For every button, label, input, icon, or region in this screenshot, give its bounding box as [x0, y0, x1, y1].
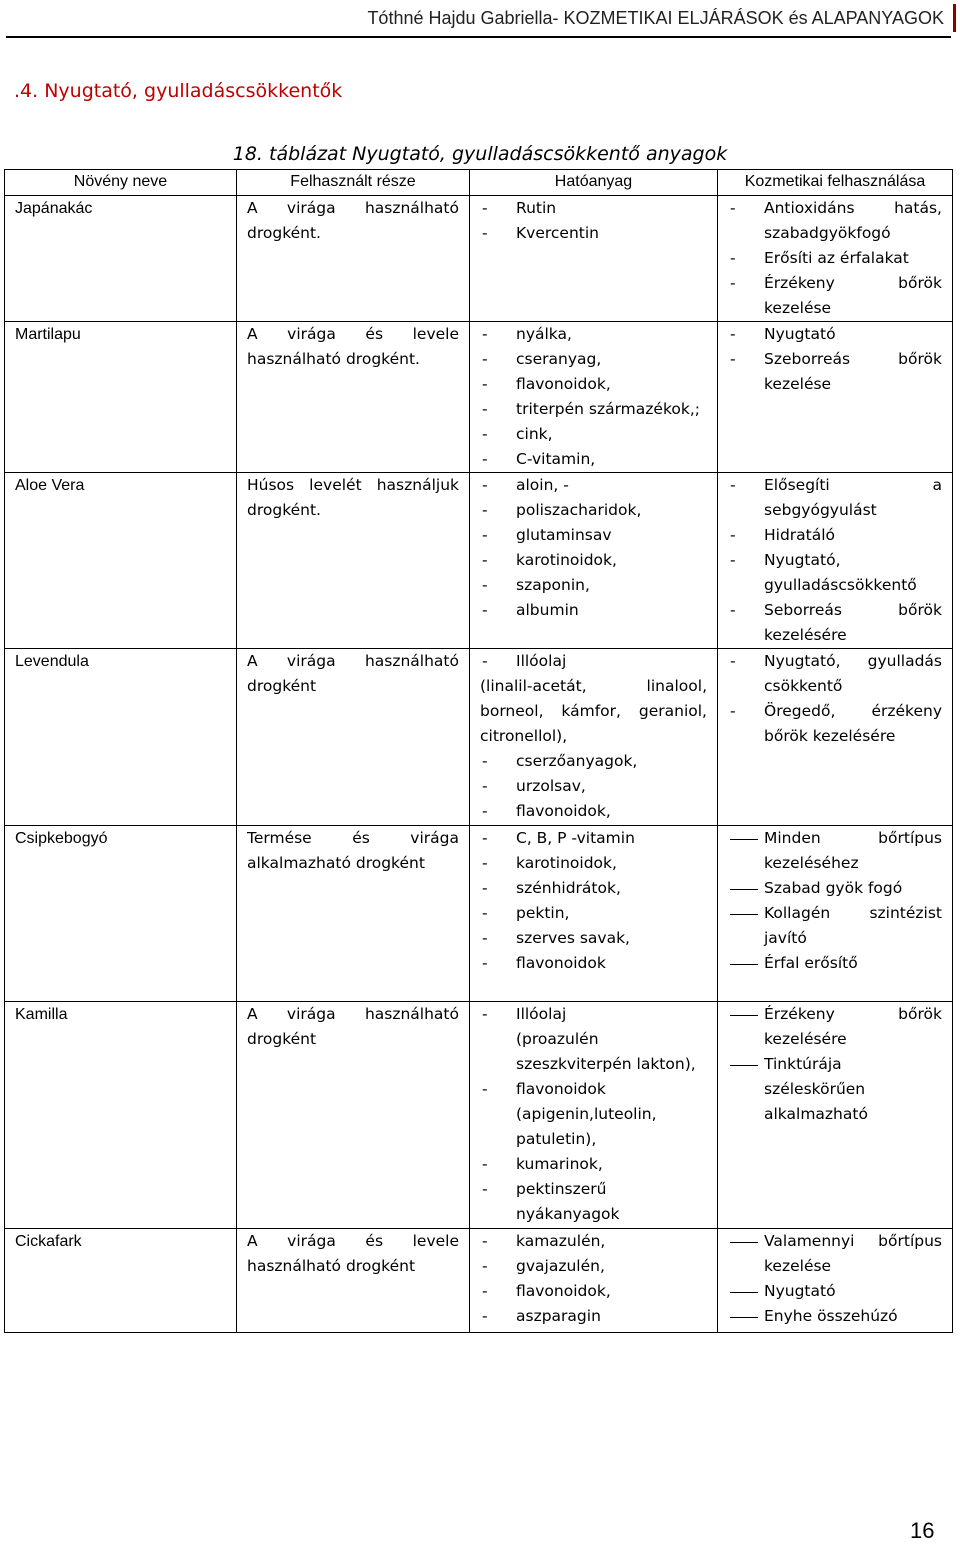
bullet-dash: -: [482, 350, 488, 368]
item-text: Valamennyi bőrtípus kezelése: [764, 1232, 942, 1275]
ingredient-item: [480, 372, 707, 397]
bullet-dash: -: [482, 1155, 488, 1173]
bullet-dash: -: [482, 777, 488, 795]
bullet-dash: -: [482, 954, 488, 972]
bullet-dash: -: [482, 1180, 488, 1198]
item-text: Szeborreás bőrök kezelése: [764, 350, 942, 393]
use-item: [728, 1229, 942, 1279]
ingredient-list: [480, 649, 707, 824]
ingredient-item: [480, 1052, 707, 1077]
item-text: Szabad gyök fogó: [764, 879, 903, 897]
plant-name-cell: Kamilla: [5, 1002, 237, 1229]
header-accent-bar: [953, 4, 956, 32]
item-text: cseranyag,: [516, 350, 602, 368]
ingredient-item: [480, 422, 707, 447]
use-item: [728, 322, 942, 347]
active-ingredients-cell: [470, 1229, 718, 1333]
use-item: [728, 196, 942, 246]
ingredient-item: [480, 951, 707, 976]
active-ingredients-cell: [470, 322, 718, 473]
ingredient-item: [480, 347, 707, 372]
ingredient-item: [480, 322, 707, 347]
used-part-cell: Húsos levelét használjuk drogként.: [237, 473, 470, 649]
ingredient-item: [480, 1177, 707, 1202]
table-row: [5, 1002, 953, 1229]
bullet-dash: -: [482, 601, 488, 619]
item-text: Kvercentin: [516, 224, 599, 242]
use-list: [728, 649, 942, 749]
ingredient-list: [480, 1002, 707, 1227]
bullet-line: [730, 889, 758, 890]
bullet-dash: -: [730, 702, 736, 720]
ingredient-item: [480, 774, 707, 799]
item-text: flavonoidok,: [516, 802, 611, 820]
item-text: Antioxidáns hatás, szabadgyökfogó: [764, 199, 942, 242]
ingredient-item: [480, 926, 707, 951]
bullet-dash: -: [482, 400, 488, 418]
item-text: Enyhe összehúzó: [764, 1307, 898, 1325]
item-text: flavonoidok,: [516, 375, 611, 393]
table-row: [5, 473, 953, 649]
ingredient-item: [480, 548, 707, 573]
plant-name-cell: Japánakác: [5, 196, 237, 322]
bullet-dash: -: [482, 501, 488, 519]
table-header-row: [5, 170, 953, 196]
use-item: [728, 699, 942, 749]
ingredient-item: [480, 447, 707, 472]
item-text: Minden bőrtípus kezeléséhez: [764, 829, 942, 872]
item-text: Érzékeny bőrök kezelése: [764, 274, 942, 317]
use-list: [728, 1229, 942, 1329]
ingredient-item: [480, 749, 707, 774]
bullet-line: [730, 1292, 758, 1293]
use-item: [728, 951, 942, 976]
bullet-dash: -: [482, 904, 488, 922]
item-text: Érfal erősítő: [764, 954, 858, 972]
running-header: Tóthné Hajdu Gabriella- KOZMETIKAI ELJÁRÁSOK és ALAPANYAGOK: [367, 8, 944, 28]
table-row: [5, 649, 953, 826]
ingredient-item: [480, 901, 707, 926]
item-text: szeszkviterpén lakton),: [516, 1055, 696, 1073]
plant-name-cell: Csipkebogyó: [5, 826, 237, 1002]
item-text: urzolsav,: [516, 777, 586, 795]
use-item: [728, 649, 942, 699]
bullet-dash: -: [482, 879, 488, 897]
bullet-dash: -: [482, 929, 488, 947]
ingredient-item: [480, 826, 707, 851]
active-ingredients-cell: [470, 1002, 718, 1229]
bullet-dash: -: [482, 1307, 488, 1325]
item-text: pektinszerű: [516, 1180, 607, 1198]
item-text: C-vitamin,: [516, 450, 596, 468]
used-part-cell: Termése és virága alkalmazható drogként: [237, 826, 470, 1002]
item-text: karotinoidok,: [516, 551, 617, 569]
use-list: [728, 322, 942, 397]
ingredient-item: [480, 1002, 707, 1027]
item-text: Rutin: [516, 199, 557, 217]
ingredient-item: [480, 1254, 707, 1279]
item-text: C, B, P -vitamin: [516, 829, 635, 847]
use-item: [728, 548, 942, 598]
bullet-dash: -: [730, 274, 736, 292]
ingredient-item: [480, 799, 707, 824]
used-part-cell: A virága és levele használható drogként: [237, 1229, 470, 1333]
bullet-dash: -: [482, 425, 488, 443]
ingredient-item: [480, 523, 707, 548]
ingredient-item: [480, 851, 707, 876]
used-part-cell: A virága és levele használható drogként.: [237, 322, 470, 473]
ingredient-item: [480, 1102, 707, 1127]
ingredient-item: [480, 1152, 707, 1177]
ingredient-list: [480, 196, 707, 246]
use-item: [728, 523, 942, 548]
item-text: poliszacharidok,: [516, 501, 642, 519]
bullet-dash: -: [730, 476, 736, 494]
bullet-dash: -: [482, 652, 488, 670]
bullet-dash: -: [730, 249, 736, 267]
bullet-dash: -: [730, 601, 736, 619]
bullet-dash: -: [730, 350, 736, 368]
table-row: [5, 1229, 953, 1333]
table-row: [5, 322, 953, 473]
use-item: [728, 826, 942, 876]
item-text: Kollagén szintézist javító: [764, 904, 942, 947]
ingredient-list: [480, 322, 707, 472]
ingredient-item: [480, 1304, 707, 1329]
bullet-dash: -: [482, 526, 488, 544]
use-item: [728, 1304, 942, 1329]
ingredient-item: [480, 397, 707, 422]
item-text: triterpén származékok,;: [516, 400, 700, 418]
ingredient-list: [480, 1229, 707, 1329]
item-text: Nyugtató, gyulladáscsökkentő: [764, 551, 917, 594]
item-text: (linalil-acetát, linalool, borneol, kámfor, geraniol, citronellol),: [480, 677, 707, 745]
item-text: Erősíti az érfalakat: [764, 249, 909, 267]
ingredient-item: [480, 598, 707, 623]
bullet-dash: -: [482, 1232, 488, 1250]
bullet-dash: -: [482, 551, 488, 569]
plant-name-cell: Levendula: [5, 649, 237, 826]
use-list: [728, 473, 942, 648]
item-text: Nyugtató: [764, 1282, 836, 1300]
ingredient-item: [480, 221, 707, 246]
ingredient-item: [480, 1229, 707, 1254]
used-part-cell: A virága használható drogként: [237, 649, 470, 826]
active-ingredients-cell: [470, 196, 718, 322]
item-text: gvajazulén,: [516, 1257, 605, 1275]
use-list: [728, 196, 942, 321]
table-caption: 18. táblázat Nyugtató, gyulladáscsökkentő anyagok: [232, 143, 728, 165]
item-text: Illóolaj: [516, 652, 567, 670]
bullet-dash: -: [482, 854, 488, 872]
use-list: [728, 1002, 942, 1127]
use-item: [728, 473, 942, 523]
item-text: aszparagin: [516, 1307, 601, 1325]
bullet-line: [730, 1015, 758, 1016]
item-text: Seborreás bőrök kezelésére: [764, 601, 942, 644]
bullet-dash: -: [482, 1257, 488, 1275]
plant-name-cell: Cickafark: [5, 1229, 237, 1333]
item-text: nyálka,: [516, 325, 572, 343]
column-header-plant: Növény neve: [5, 170, 237, 196]
ingredient-item: [480, 1077, 707, 1102]
cosmetic-use-cell: [718, 1229, 953, 1333]
ingredient-item: [480, 473, 707, 498]
bullet-dash: -: [482, 802, 488, 820]
use-item: [728, 271, 942, 321]
item-text: Elősegíti a sebgyógyulást: [764, 476, 942, 519]
ingredient-item: [480, 498, 707, 523]
bullet-dash: -: [482, 752, 488, 770]
item-text: Illóolaj: [516, 1005, 567, 1023]
bullet-dash: -: [482, 224, 488, 242]
cosmetic-use-cell: [718, 322, 953, 473]
use-item: [728, 1052, 942, 1127]
ingredient-item: [480, 1027, 707, 1052]
item-text: Nyugtató: [764, 325, 836, 343]
item-text: albumin: [516, 601, 579, 619]
use-item: [728, 598, 942, 648]
use-item: [728, 901, 942, 951]
ingredient-item: [480, 1127, 707, 1152]
ingredient-item: [480, 1279, 707, 1304]
use-item: [728, 876, 942, 901]
active-ingredients-cell: [470, 473, 718, 649]
bullet-line: [730, 839, 758, 840]
bullet-line: [730, 1317, 758, 1318]
item-text: aloin, -: [516, 476, 569, 494]
use-list: [728, 826, 942, 976]
item-text: cserzőanyagok,: [516, 752, 638, 770]
section-title: .4. Nyugtató, gyulladáscsökkentők: [14, 80, 343, 102]
cosmetic-use-cell: [718, 1002, 953, 1229]
table-row: [5, 826, 953, 1002]
item-text: pektin,: [516, 904, 570, 922]
bullet-dash: -: [482, 1282, 488, 1300]
active-ingredients-cell: [470, 649, 718, 826]
ingredient-item: [480, 674, 707, 749]
plant-name-cell: Aloe Vera: [5, 473, 237, 649]
used-part-cell: A virága használható drogként: [237, 1002, 470, 1229]
item-text: cink,: [516, 425, 553, 443]
item-text: Hidratáló: [764, 526, 836, 544]
bullet-dash: -: [730, 325, 736, 343]
bullet-dash: -: [482, 1080, 488, 1098]
item-text: szaponin,: [516, 576, 590, 594]
item-text: flavonoidok: [516, 954, 606, 972]
table-body: [5, 196, 953, 1333]
active-ingredients-cell: [470, 826, 718, 1002]
item-text: patuletin),: [516, 1130, 597, 1148]
ingredient-list: [480, 473, 707, 623]
bullet-dash: -: [730, 199, 736, 217]
item-text: nyákanyagok: [516, 1205, 620, 1223]
bullet-dash: -: [482, 325, 488, 343]
item-text: kumarinok,: [516, 1155, 603, 1173]
ingredient-item: [480, 573, 707, 598]
column-header-active: Hatóanyag: [470, 170, 718, 196]
page-number: 16: [910, 1518, 935, 1543]
cosmetic-use-cell: [718, 473, 953, 649]
ingredient-item: [480, 1202, 707, 1227]
item-text: karotinoidok,: [516, 854, 617, 872]
bullet-line: [730, 964, 758, 965]
bullet-dash: -: [482, 476, 488, 494]
use-item: [728, 1279, 942, 1304]
bullet-line: [730, 1065, 758, 1066]
item-text: Öregedő, érzékeny bőrök kezelésére: [764, 702, 942, 745]
use-item: [728, 1002, 942, 1052]
bullet-dash: -: [730, 551, 736, 569]
header-divider: [6, 36, 951, 38]
column-header-use: Kozmetikai felhasználása: [718, 170, 953, 196]
use-item: [728, 246, 942, 271]
bullet-dash: -: [730, 652, 736, 670]
plants-table: [4, 169, 953, 1333]
plant-name-cell: Martilapu: [5, 322, 237, 473]
item-text: (apigenin,luteolin,: [516, 1105, 657, 1123]
item-text: szénhidrátok,: [516, 879, 621, 897]
bullet-dash: -: [482, 576, 488, 594]
bullet-line: [730, 914, 758, 915]
cosmetic-use-cell: [718, 826, 953, 1002]
cosmetic-use-cell: [718, 196, 953, 322]
bullet-dash: -: [730, 526, 736, 544]
bullet-dash: -: [482, 375, 488, 393]
column-header-part: Felhasznált része: [237, 170, 470, 196]
cosmetic-use-cell: [718, 649, 953, 826]
ingredient-list: [480, 826, 707, 976]
item-text: flavonoidok,: [516, 1282, 611, 1300]
table-row: [5, 196, 953, 322]
item-text: Tinktúrája széleskörűen alkalmazható: [764, 1055, 868, 1123]
item-text: glutaminsav: [516, 526, 612, 544]
ingredient-item: [480, 196, 707, 221]
item-text: Érzékeny bőrök kezelésére: [764, 1005, 942, 1048]
item-text: flavonoidok: [516, 1080, 606, 1098]
bullet-dash: -: [482, 199, 488, 217]
bullet-dash: -: [482, 450, 488, 468]
ingredient-item: [480, 649, 707, 674]
item-text: (proazulén: [516, 1030, 599, 1048]
bullet-dash: -: [482, 829, 488, 847]
item-text: kamazulén,: [516, 1232, 606, 1250]
ingredient-item: [480, 876, 707, 901]
item-text: szerves savak,: [516, 929, 630, 947]
bullet-line: [730, 1242, 758, 1243]
bullet-dash: -: [482, 1005, 488, 1023]
item-text: Nyugtató, gyulladás csökkentő: [764, 652, 942, 695]
used-part-cell: A virága használható drogként.: [237, 196, 470, 322]
use-item: [728, 347, 942, 397]
